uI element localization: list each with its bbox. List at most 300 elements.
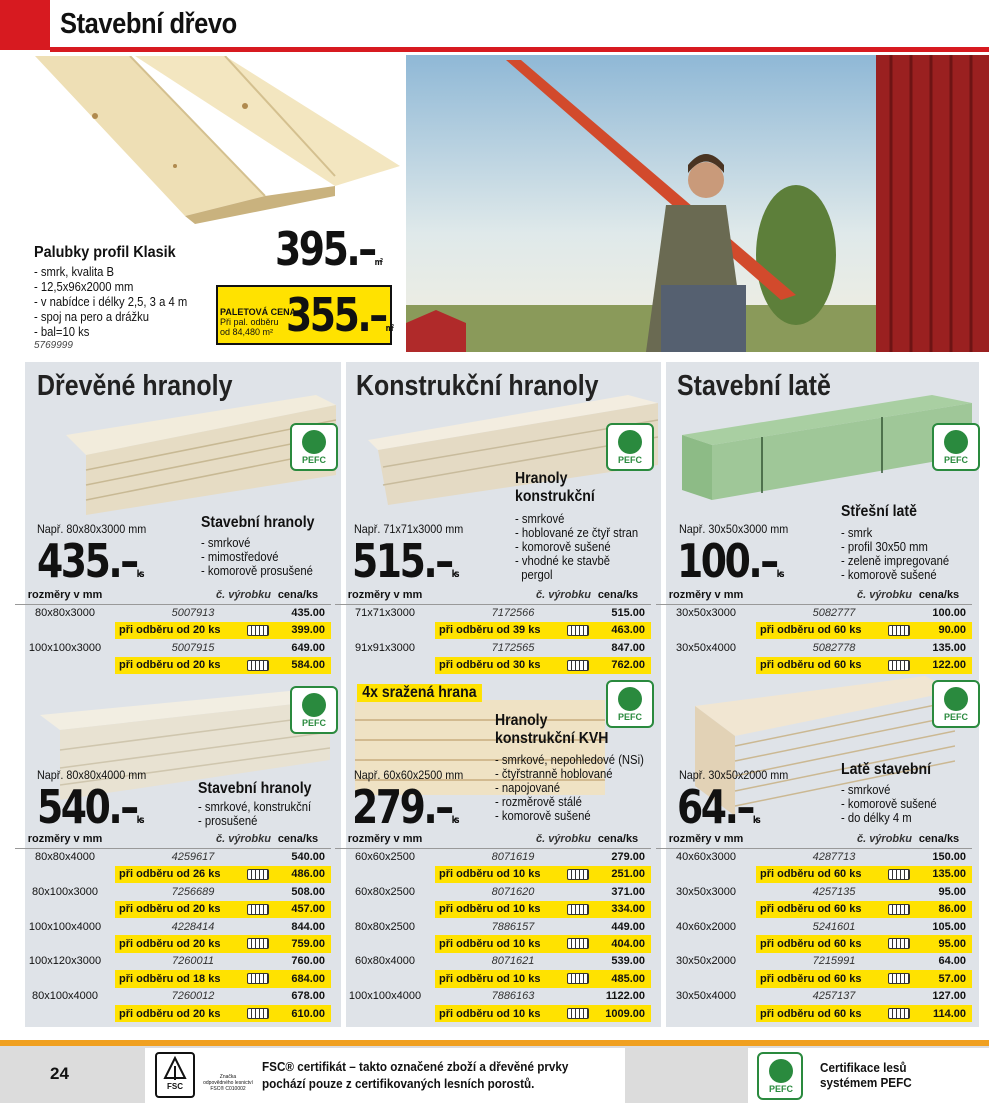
pefc-text-line: systémem PEFC [820,1075,912,1090]
cell-bulk: při odběru od 20 ks [115,657,271,674]
cell-dim: 80x100x4000 [31,990,99,1003]
table-row-bulk [15,1005,331,1022]
price-unit: ks [752,815,759,826]
table-row-bulk [335,657,651,674]
pallet-icon [247,869,269,880]
product-price [677,534,783,588]
cell-price: 847.00 [611,641,645,654]
pefc-tree-icon [944,430,968,454]
pallet-line2: od 84,480 m² [220,327,274,337]
cell-code: 7215991 [812,955,856,968]
cell-bulk: při odběru od 39 ks [435,622,591,639]
cell-code: 7260012 [171,990,215,1003]
cell-code: 4257137 [812,990,856,1003]
cell-dim: 60x80x4000 [355,955,415,968]
cell-bulk: při odběru od 10 ks [435,935,591,952]
price-value: 540.– [37,780,137,834]
cell-bulk-price: 584.00 [271,657,331,674]
cell-dim: 71x71x3000 [355,607,415,620]
cell-bulk: při odběru od 20 ks [115,1005,271,1022]
pefc-logo [290,423,338,471]
table-row-bulk [15,866,331,883]
price-table [335,831,651,1022]
product-features [841,783,937,825]
cell-code: 5007915 [171,641,215,654]
pallet-icon [567,869,589,880]
table-row [15,988,331,1005]
example-size: Např. 30x50x2000 mm [679,768,789,782]
col-dim: rozměry v mm [335,831,435,848]
price-unit: ks [776,569,783,580]
col-code: č. výrobku [756,587,912,604]
table-header [335,587,651,604]
fsc-text-line: FSC® certifikát – takto označené zboží a dřevěné prvky [262,1059,569,1074]
pallet-price-label [220,307,296,337]
table-row [15,639,331,656]
price-unit: ks [451,815,458,826]
cell-bulk-price: 759.00 [271,935,331,952]
feature-item: - smrkové [201,536,251,550]
pefc-tree-icon [769,1059,793,1083]
table-header [656,831,972,848]
feature-item: - smrk, kvalita B [34,265,115,279]
price-unit: ks [136,569,143,580]
pallet-icon [567,938,589,949]
pefc-logo [606,423,654,471]
feature-item: - vhodné ke stavbě [515,554,611,568]
cell-bulk: při odběru od 10 ks [435,901,591,918]
col-dim: rozměry v mm [15,587,115,604]
cell-code: 5082778 [812,641,856,654]
pallet-line1: Při pal. odběru [220,317,279,327]
cell-bulk-price: 404.00 [591,935,651,952]
feature-item: - smrkové [515,512,565,526]
table-row [656,848,972,865]
feature-item: - čtyřstranně hoblované [495,767,613,781]
cell-bulk: při odběru od 30 ks [435,657,591,674]
table-row [656,604,972,621]
page-number: 24 [50,1064,69,1083]
fsc-label: FSC [167,1082,183,1091]
pallet-icon [888,938,910,949]
table-row [335,883,651,900]
feature-item: pergol [515,568,553,582]
cell-dim: 30x50x4000 [676,990,736,1003]
cell-price: 540.00 [291,851,325,864]
pallet-title: PALETOVÁ CENA [220,307,297,317]
pefc-label: PEFC [301,455,326,465]
pefc-label: PEFC [943,455,968,465]
price-unit: m² [385,324,392,334]
table-row [335,604,651,621]
fsc-tree-icon [157,1056,193,1082]
price-table [656,587,972,674]
example-size: Např. 60x60x2500 mm [354,768,464,782]
col-dim: rozměry v mm [15,831,115,848]
cell-bulk: při odběru od 60 ks [756,970,912,987]
table-row [656,639,972,656]
product-price [352,780,458,834]
cell-code: 5241601 [812,920,856,933]
cell-price: 371.00 [611,885,645,898]
section-title: Dřevěné hranoly [37,370,233,402]
cell-bulk-price: 762.00 [591,657,651,674]
product-features [515,512,638,582]
cell-bulk: při odběru od 60 ks [756,935,912,952]
pallet-icon [247,938,269,949]
feature-item: - prosušené [198,814,258,828]
price-table [335,587,651,674]
col-price: cena/ks [271,587,331,604]
cell-bulk: při odběru od 60 ks [756,866,912,883]
feature-item: - v nabídce i délky 2,5, 3 a 4 m [34,295,188,309]
feature-item: - rozměrově stálé [495,795,582,809]
pefc-logo [290,686,338,734]
table-row-bulk [335,1005,651,1022]
table-row-bulk [335,970,651,987]
cell-dim: 100x120x3000 [28,955,102,968]
header-red-block [0,0,50,50]
pefc-logo [932,680,980,728]
price-table [15,587,331,674]
price-value: 64.– [677,780,753,834]
product-features [201,536,313,578]
pefc-tree-icon [944,687,968,711]
product-features [841,526,949,582]
feature-item: - hoblované ze čtyř stran [515,526,639,540]
fsc-small-line: Značka [219,1074,237,1080]
pefc-logo [932,423,980,471]
col-dim: rozměry v mm [656,831,756,848]
table-row [15,918,331,935]
cell-price: 105.00 [932,920,966,933]
feature-item: - bal=10 ks [34,325,90,339]
pallet-icon [888,625,910,636]
table-header [335,831,651,848]
cell-code: 7886157 [491,920,535,933]
price-unit: m² [374,258,381,268]
product-price [37,780,143,834]
cell-dim: 91x91x3000 [355,641,415,654]
pefc-text-line: Certifikace lesů [820,1060,907,1075]
product-features [495,753,644,823]
pefc-tree-icon [302,693,326,717]
cell-dim: 30x50x2000 [676,955,736,968]
cell-bulk-price: 457.00 [271,901,331,918]
table-row [656,988,972,1005]
cell-bulk: při odběru od 26 ks [115,866,271,883]
cell-bulk: při odběru od 60 ks [756,1005,912,1022]
cell-bulk: při odběru od 18 ks [115,970,271,987]
pefc-label: PEFC [943,712,968,722]
price-value: 279.– [352,780,452,834]
cell-price: 100.00 [932,607,966,620]
cell-bulk-price: 90.00 [912,622,972,639]
cell-price: 515.00 [611,607,645,620]
product-price [352,534,458,588]
fsc-text-line: pochází pouze z certifikovaných lesních porostů. [262,1076,535,1091]
cell-dim: 40x60x2000 [676,920,736,933]
cell-price: 95.00 [938,885,966,898]
product-name: Stavební hranoly [198,780,312,797]
cell-bulk-price: 1009.00 [591,1005,651,1022]
table-row-bulk [15,970,331,987]
table-header [656,587,972,604]
table-row [335,918,651,935]
price-table [15,831,331,1022]
cell-code: 5082777 [812,607,856,620]
price-value: 435.– [37,534,137,588]
table-row-bulk [656,657,972,674]
cell-price: 127.00 [932,990,966,1003]
feature-item: - mimostředové [201,550,279,564]
pallet-price [286,288,392,342]
hero-photo [406,55,989,352]
pefc-label: PEFC [617,455,642,465]
planks-image [35,56,400,226]
pallet-icon [567,1008,589,1019]
pefc-tree-icon [618,687,642,711]
cell-dim: 80x80x4000 [35,851,95,864]
cell-bulk-price: 95.00 [912,935,972,952]
cell-code: 7172565 [491,641,535,654]
table-row-bulk [335,901,651,918]
cell-price: 150.00 [932,851,966,864]
feature-item: - 12,5x96x2000 mm [34,280,134,294]
cell-price: 508.00 [291,885,325,898]
cell-bulk: při odběru od 10 ks [435,866,591,883]
cell-bulk-price: 684.00 [271,970,331,987]
cell-price: 135.00 [932,641,966,654]
col-dim: rozměry v mm [335,587,435,604]
pallet-icon [888,973,910,984]
pallet-icon [247,973,269,984]
top-product-name: Palubky profil Klasik [34,244,176,261]
product-name: Latě stavební [841,761,931,778]
cell-dim: 80x100x3000 [31,885,99,898]
col-code: č. výrobku [115,587,271,604]
cell-bulk-price: 485.00 [591,970,651,987]
table-row [335,848,651,865]
col-dim: rozměry v mm [656,587,756,604]
cell-bulk-price: 86.00 [912,901,972,918]
example-size: Např. 71x71x3000 mm [354,522,464,536]
table-row-bulk [15,935,331,952]
pefc-label: PEFC [768,1084,793,1094]
product-name-line: konstrukční [515,488,595,505]
cell-bulk: při odběru od 60 ks [756,622,912,639]
example-size: Např. 80x80x3000 mm [37,522,147,536]
product-name: Stavební hranoly [201,514,315,531]
cell-code: 4287713 [812,851,856,864]
cell-bulk: při odběru od 20 ks [115,935,271,952]
cell-bulk: při odběru od 60 ks [756,657,912,674]
table-row-bulk [15,657,331,674]
col-code: č. výrobku [756,831,912,848]
table-row [656,883,972,900]
cell-dim: 100x100x4000 [28,920,102,933]
feature-item: - do délky 4 m [841,811,912,825]
cell-dim: 30x50x3000 [676,607,736,620]
cell-bulk-price: 251.00 [591,866,651,883]
top-product-price [275,222,381,276]
example-size: Např. 30x50x3000 mm [679,522,789,536]
pefc-certificate-text [820,1060,912,1090]
feature-item: - komorově prosušené [201,564,313,578]
table-row-bulk [335,935,651,952]
cell-price: 435.00 [291,607,325,620]
green-battens-image [682,395,972,500]
table-row-bulk [15,901,331,918]
table-row [335,953,651,970]
price-unit: ks [136,815,143,826]
cell-bulk-price: 610.00 [271,1005,331,1022]
pallet-icon [567,904,589,915]
fsc-certificate-text [262,1058,568,1092]
pallet-icon [888,869,910,880]
product-name-line: Hranoly [515,470,568,487]
table-row-bulk [656,935,972,952]
cell-bulk-price: 114.00 [912,1005,972,1022]
cell-dim: 60x60x2500 [355,851,415,864]
feature-item: - napojované [495,781,561,795]
pefc-tree-icon [618,430,642,454]
top-product-code: 5769999 [34,340,73,351]
pefc-logo [606,680,654,728]
cell-dim: 80x80x3000 [35,607,95,620]
cell-code: 7260011 [171,955,214,968]
cell-bulk: při odběru od 10 ks [435,970,591,987]
fsc-small-line: FSC® C010002 [210,1086,246,1092]
cell-code: 7256689 [171,885,215,898]
fsc-logo [155,1052,195,1098]
table-row [656,918,972,935]
col-code: č. výrobku [435,831,591,848]
table-row-bulk [656,1005,972,1022]
pallet-icon [247,904,269,915]
chamfer-badge: 4x sražená hrana [357,684,482,702]
table-row-bulk [335,866,651,883]
cell-price: 64.00 [938,955,966,968]
table-row [15,883,331,900]
cell-dim: 60x80x2500 [355,885,415,898]
cell-dim: 80x80x2500 [355,920,415,933]
table-header [15,831,331,848]
cell-dim: 100x100x4000 [348,990,422,1003]
feature-item: - profil 30x50 mm [841,540,928,554]
product-name-line: konstrukční KVH [495,730,609,747]
table-row [656,953,972,970]
product-price [677,780,759,834]
product-features [198,800,311,828]
example-size: Např. 80x80x4000 mm [37,768,147,782]
price-value: 100.– [677,534,777,588]
cell-bulk-price: 399.00 [271,622,331,639]
fsc-small-text [200,1074,256,1092]
pallet-icon [567,973,589,984]
col-code: č. výrobku [435,587,591,604]
cell-bulk-price: 135.00 [912,866,972,883]
pallet-icon [567,625,589,636]
price-unit: ks [451,569,458,580]
feature-item: - komorově sušené [841,568,937,582]
section-title: Stavební latě [677,370,831,402]
table-row [335,988,651,1005]
product-price [37,534,143,588]
cell-dim: 100x100x3000 [28,641,102,654]
table-row-bulk [656,866,972,883]
cell-price: 649.00 [291,641,325,654]
cell-bulk-price: 334.00 [591,901,651,918]
fsc-small-line: odpovědného lesnictví [203,1080,253,1086]
cell-price: 279.00 [611,851,645,864]
cell-bulk: při odběru od 60 ks [756,901,912,918]
col-price: cena/ks [912,587,972,604]
page-title: Stavební dřevo [60,8,237,40]
product-name: Střešní latě [841,503,917,520]
cell-code: 4257135 [812,885,856,898]
cell-price: 678.00 [291,990,325,1003]
cell-code: 7172566 [491,607,535,620]
cell-code: 8071621 [491,955,535,968]
table-row [15,953,331,970]
feature-item: - komorově sušené [515,540,611,554]
table-row [15,848,331,865]
cell-bulk-price: 57.00 [912,970,972,987]
pallet-icon [247,625,269,636]
pallet-icon [888,1008,910,1019]
cell-bulk-price: 486.00 [271,866,331,883]
pefc-logo [757,1052,803,1100]
feature-item: - smrkové [841,783,891,797]
pallet-icon [888,904,910,915]
table-row [335,639,651,656]
cell-dim: 40x60x3000 [676,851,736,864]
feature-item: - spoj na pero a drážku [34,310,150,324]
col-code: č. výrobku [115,831,271,848]
pallet-icon [888,660,910,671]
price-table [656,831,972,1022]
pefc-label: PEFC [617,712,642,722]
col-price: cena/ks [271,831,331,848]
cell-bulk-price: 463.00 [591,622,651,639]
table-row-bulk [656,901,972,918]
cell-bulk: při odběru od 20 ks [115,901,271,918]
table-row [15,604,331,621]
price-value: 395.– [275,222,375,276]
cell-code: 4259617 [171,851,215,864]
cell-price: 760.00 [291,955,325,968]
top-product-features [34,265,187,340]
table-row-bulk [15,622,331,639]
cell-dim: 30x50x3000 [676,885,736,898]
product-name-line: Hranoly [495,712,548,729]
cell-price: 449.00 [611,920,645,933]
cell-bulk-price: 122.00 [912,657,972,674]
cell-dim: 30x50x4000 [676,641,736,654]
pallet-icon [247,1008,269,1019]
feature-item: - zeleně impregované [841,554,950,568]
pallet-icon [567,660,589,671]
cell-bulk: při odběru od 10 ks [435,1005,591,1022]
feature-item: - smrk [841,526,873,540]
feature-item: - komorově sušené [841,797,937,811]
product-name [495,712,608,748]
pefc-tree-icon [302,430,326,454]
table-row-bulk [656,622,972,639]
feature-item: - smrkové, nepohledové (NSi) [495,753,644,767]
price-value: 515.– [352,534,452,588]
